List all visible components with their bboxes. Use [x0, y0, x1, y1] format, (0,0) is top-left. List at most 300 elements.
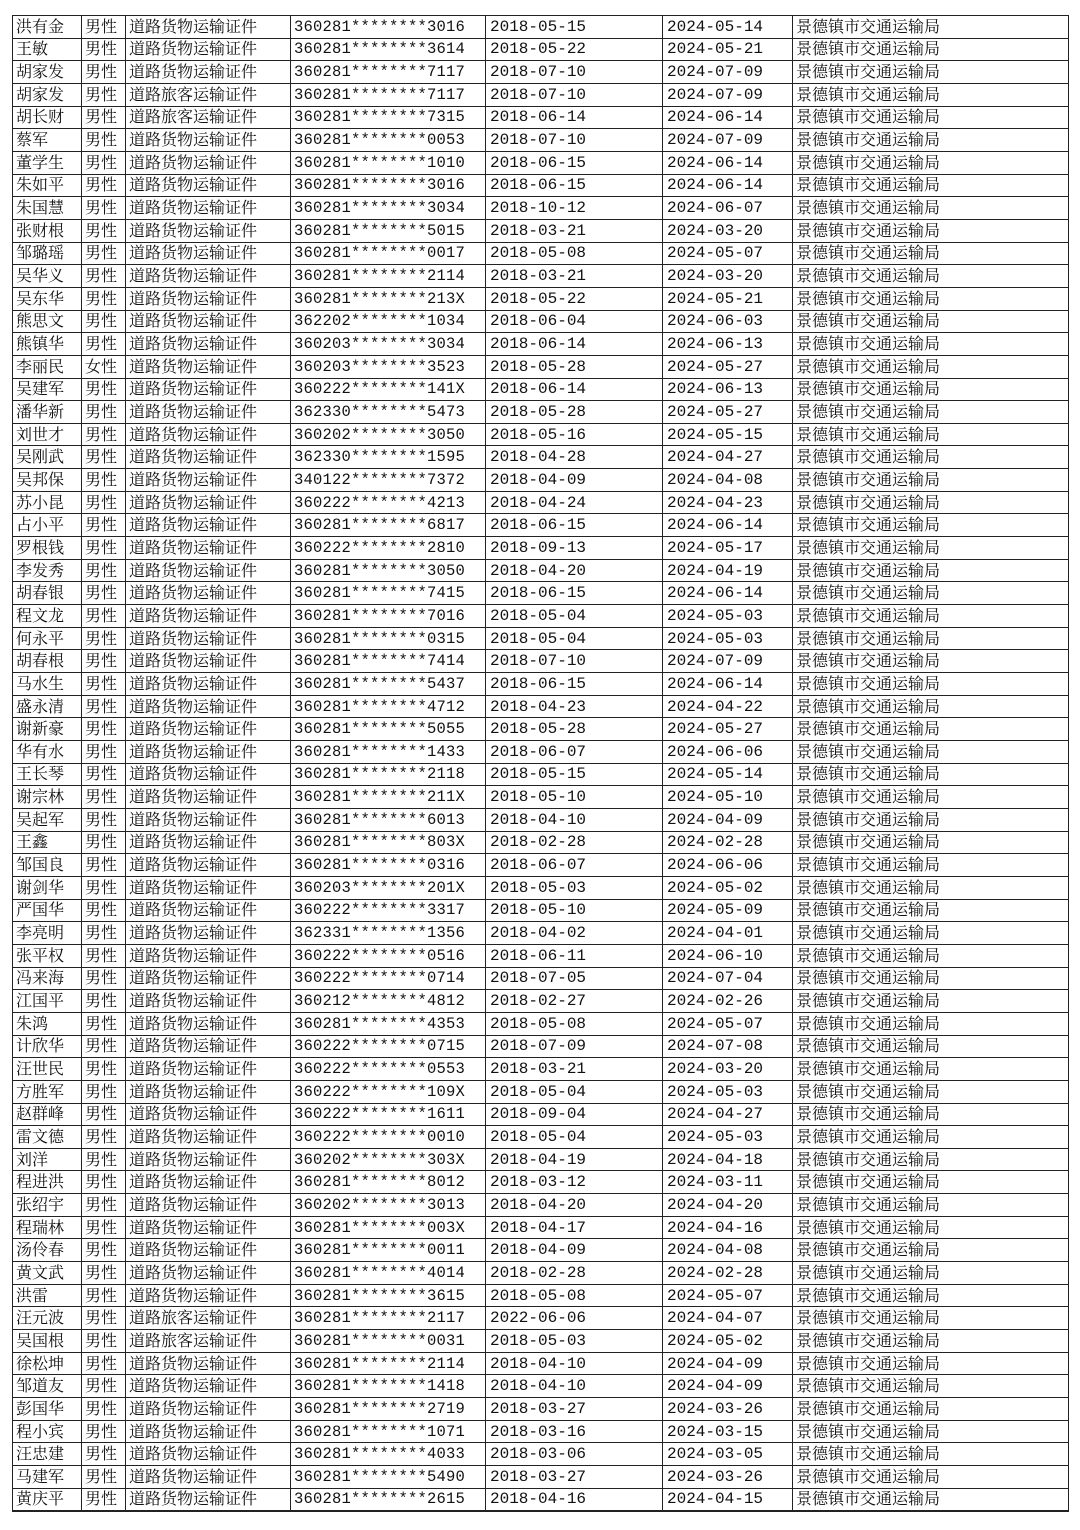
issue-date-cell: 2018-05-03 [486, 1330, 663, 1353]
issue-date-cell: 2018-06-11 [486, 944, 663, 967]
table-row [13, 310, 1069, 333]
issue-date-cell: 2018-05-15 [486, 763, 663, 786]
issue-date-cell: 2018-03-16 [486, 1420, 663, 1443]
gender-cell: 男性 [82, 967, 126, 990]
id-number-cell: 360281********4353 [291, 1012, 486, 1035]
certificate-type-cell: 道路旅客运输证件 [126, 1307, 291, 1330]
issue-date-cell: 2018-05-22 [486, 287, 663, 310]
issue-date-cell: 2018-05-04 [486, 605, 663, 628]
expiry-date-cell: 2024-05-07 [663, 1284, 793, 1307]
certificate-type-cell: 道路货物运输证件 [126, 741, 291, 764]
name-cell: 程进洪 [13, 1171, 82, 1194]
certificate-type-cell: 道路货物运输证件 [126, 990, 291, 1013]
certificate-type-cell: 道路货物运输证件 [126, 1239, 291, 1262]
id-number-cell: 360281********0011 [291, 1239, 486, 1262]
expiry-date-cell: 2024-07-09 [663, 650, 793, 673]
id-number-cell: 360281********7415 [291, 582, 486, 605]
name-cell: 朱鸿 [13, 1012, 82, 1035]
gender-cell: 男性 [82, 1284, 126, 1307]
expiry-date-cell: 2024-03-26 [663, 1466, 793, 1489]
issuing-authority-cell: 景德镇市交通运输局 [793, 899, 1069, 922]
issuing-authority-cell: 景德镇市交通运输局 [793, 1080, 1069, 1103]
issuing-authority-cell: 景德镇市交通运输局 [793, 695, 1069, 718]
issue-date-cell: 2018-06-15 [486, 151, 663, 174]
id-number-cell: 360203********201X [291, 876, 486, 899]
certificate-type-cell: 道路货物运输证件 [126, 265, 291, 288]
name-cell: 邹道友 [13, 1375, 82, 1398]
id-number-cell: 360222********3317 [291, 899, 486, 922]
issue-date-cell: 2022-06-06 [486, 1307, 663, 1330]
gender-cell: 男性 [82, 1398, 126, 1421]
expiry-date-cell: 2024-05-09 [663, 899, 793, 922]
gender-cell: 男性 [82, 1171, 126, 1194]
id-number-cell: 360222********4213 [291, 491, 486, 514]
certificate-type-cell: 道路货物运输证件 [126, 876, 291, 899]
id-number-cell: 360281********3614 [291, 38, 486, 61]
expiry-date-cell: 2024-05-14 [663, 763, 793, 786]
table-row [13, 944, 1069, 967]
id-number-cell: 360281********0053 [291, 129, 486, 152]
expiry-date-cell: 2024-06-06 [663, 741, 793, 764]
issue-date-cell: 2018-03-21 [486, 265, 663, 288]
id-number-cell: 360222********2810 [291, 537, 486, 560]
issue-date-cell: 2018-09-13 [486, 537, 663, 560]
certificate-table [12, 15, 1069, 1512]
gender-cell: 男性 [82, 1420, 126, 1443]
gender-cell: 男性 [82, 537, 126, 560]
issuing-authority-cell: 景德镇市交通运输局 [793, 1352, 1069, 1375]
certificate-type-cell: 道路货物运输证件 [126, 1398, 291, 1421]
id-number-cell: 360281********5437 [291, 673, 486, 696]
issue-date-cell: 2018-04-10 [486, 1375, 663, 1398]
table-row [13, 673, 1069, 696]
issuing-authority-cell: 景德镇市交通运输局 [793, 151, 1069, 174]
issue-date-cell: 2018-05-08 [486, 1012, 663, 1035]
id-number-cell: 360281********4712 [291, 695, 486, 718]
certificate-type-cell: 道路货物运输证件 [126, 1035, 291, 1058]
expiry-date-cell: 2024-06-13 [663, 333, 793, 356]
certificate-type-cell: 道路货物运输证件 [126, 944, 291, 967]
name-cell: 汪元波 [13, 1307, 82, 1330]
expiry-date-cell: 2024-04-20 [663, 1194, 793, 1217]
issuing-authority-cell: 景德镇市交通运输局 [793, 605, 1069, 628]
name-cell: 汪世民 [13, 1058, 82, 1081]
id-number-cell: 360222********0553 [291, 1058, 486, 1081]
expiry-date-cell: 2024-07-09 [663, 61, 793, 84]
id-number-cell: 360281********3016 [291, 174, 486, 197]
table-row [13, 627, 1069, 650]
id-number-cell: 362331********1356 [291, 922, 486, 945]
issuing-authority-cell: 景德镇市交通运输局 [793, 537, 1069, 560]
issuing-authority-cell: 景德镇市交通运输局 [793, 1103, 1069, 1126]
certificate-type-cell: 道路货物运输证件 [126, 537, 291, 560]
issuing-authority-cell: 景德镇市交通运输局 [793, 355, 1069, 378]
issue-date-cell: 2018-05-15 [486, 16, 663, 39]
issuing-authority-cell: 景德镇市交通运输局 [793, 741, 1069, 764]
expiry-date-cell: 2024-04-09 [663, 1352, 793, 1375]
issuing-authority-cell: 景德镇市交通运输局 [793, 491, 1069, 514]
issue-date-cell: 2018-04-20 [486, 559, 663, 582]
gender-cell: 男性 [82, 151, 126, 174]
id-number-cell: 360281********3034 [291, 197, 486, 220]
name-cell: 熊思文 [13, 310, 82, 333]
gender-cell: 男性 [82, 944, 126, 967]
gender-cell: 男性 [82, 1035, 126, 1058]
name-cell: 邹国良 [13, 854, 82, 877]
issue-date-cell: 2018-05-28 [486, 718, 663, 741]
name-cell: 朱如平 [13, 174, 82, 197]
issuing-authority-cell: 景德镇市交通运输局 [793, 38, 1069, 61]
gender-cell: 男性 [82, 38, 126, 61]
issue-date-cell: 2018-03-21 [486, 219, 663, 242]
expiry-date-cell: 2024-05-10 [663, 786, 793, 809]
gender-cell: 男性 [82, 1239, 126, 1262]
certificate-type-cell: 道路货物运输证件 [126, 582, 291, 605]
id-number-cell: 360281********803X [291, 831, 486, 854]
issue-date-cell: 2018-04-10 [486, 808, 663, 831]
id-number-cell: 360281********3615 [291, 1284, 486, 1307]
expiry-date-cell: 2024-04-27 [663, 1103, 793, 1126]
issue-date-cell: 2018-05-04 [486, 627, 663, 650]
certificate-type-cell: 道路货物运输证件 [126, 1284, 291, 1307]
expiry-date-cell: 2024-04-01 [663, 922, 793, 945]
name-cell: 彭国华 [13, 1398, 82, 1421]
table-row [13, 1126, 1069, 1149]
gender-cell: 男性 [82, 741, 126, 764]
certificate-type-cell: 道路货物运输证件 [126, 151, 291, 174]
table-row [13, 763, 1069, 786]
table-row [13, 922, 1069, 945]
gender-cell: 男性 [82, 808, 126, 831]
expiry-date-cell: 2024-06-14 [663, 174, 793, 197]
table-row [13, 401, 1069, 424]
issuing-authority-cell: 景德镇市交通运输局 [793, 1035, 1069, 1058]
gender-cell: 男性 [82, 718, 126, 741]
issuing-authority-cell: 景德镇市交通运输局 [793, 378, 1069, 401]
certificate-type-cell: 道路货物运输证件 [126, 786, 291, 809]
expiry-date-cell: 2024-06-14 [663, 151, 793, 174]
table-row [13, 1488, 1069, 1511]
table-row [13, 1080, 1069, 1103]
table-row [13, 355, 1069, 378]
table-row [13, 1307, 1069, 1330]
certificate-type-cell: 道路货物运输证件 [126, 174, 291, 197]
table-row [13, 967, 1069, 990]
issuing-authority-cell: 景德镇市交通运输局 [793, 174, 1069, 197]
issuing-authority-cell: 景德镇市交通运输局 [793, 876, 1069, 899]
id-number-cell: 360281********2117 [291, 1307, 486, 1330]
id-number-cell: 360281********1418 [291, 1375, 486, 1398]
expiry-date-cell: 2024-05-02 [663, 1330, 793, 1353]
id-number-cell: 360281********0316 [291, 854, 486, 877]
name-cell: 江国平 [13, 990, 82, 1013]
gender-cell: 男性 [82, 61, 126, 84]
issue-date-cell: 2018-06-14 [486, 378, 663, 401]
expiry-date-cell: 2024-03-26 [663, 1398, 793, 1421]
issue-date-cell: 2018-03-27 [486, 1466, 663, 1489]
id-number-cell: 360281********6013 [291, 808, 486, 831]
id-number-cell: 362202********1034 [291, 310, 486, 333]
name-cell: 张绍宇 [13, 1194, 82, 1217]
name-cell: 董学生 [13, 151, 82, 174]
table-row [13, 38, 1069, 61]
expiry-date-cell: 2024-04-22 [663, 695, 793, 718]
name-cell: 苏小昆 [13, 491, 82, 514]
gender-cell: 男性 [82, 1058, 126, 1081]
expiry-date-cell: 2024-04-19 [663, 559, 793, 582]
issue-date-cell: 2018-05-10 [486, 899, 663, 922]
name-cell: 方胜军 [13, 1080, 82, 1103]
id-number-cell: 360281********1433 [291, 741, 486, 764]
certificate-type-cell: 道路货物运输证件 [126, 378, 291, 401]
gender-cell: 男性 [82, 990, 126, 1013]
issuing-authority-cell: 景德镇市交通运输局 [793, 197, 1069, 220]
issue-date-cell: 2018-04-16 [486, 1488, 663, 1511]
issuing-authority-cell: 景德镇市交通运输局 [793, 129, 1069, 152]
name-cell: 刘洋 [13, 1148, 82, 1171]
issuing-authority-cell: 景德镇市交通运输局 [793, 1398, 1069, 1421]
gender-cell: 男性 [82, 673, 126, 696]
gender-cell: 男性 [82, 1262, 126, 1285]
expiry-date-cell: 2024-04-27 [663, 446, 793, 469]
gender-cell: 男性 [82, 423, 126, 446]
id-number-cell: 360203********3523 [291, 355, 486, 378]
expiry-date-cell: 2024-05-27 [663, 718, 793, 741]
gender-cell: 男性 [82, 1194, 126, 1217]
gender-cell: 男性 [82, 899, 126, 922]
issue-date-cell: 2018-06-14 [486, 333, 663, 356]
table-row [13, 1330, 1069, 1353]
table-row [13, 129, 1069, 152]
name-cell: 汤伶春 [13, 1239, 82, 1262]
id-number-cell: 360281********7315 [291, 106, 486, 129]
name-cell: 程瑞林 [13, 1216, 82, 1239]
name-cell: 何永平 [13, 627, 82, 650]
expiry-date-cell: 2024-03-15 [663, 1420, 793, 1443]
expiry-date-cell: 2024-03-05 [663, 1443, 793, 1466]
certificate-type-cell: 道路货物运输证件 [126, 514, 291, 537]
table-row [13, 1103, 1069, 1126]
issuing-authority-cell: 景德镇市交通运输局 [793, 967, 1069, 990]
name-cell: 谢剑华 [13, 876, 82, 899]
certificate-type-cell: 道路货物运输证件 [126, 287, 291, 310]
id-number-cell: 360281********5055 [291, 718, 486, 741]
certificate-type-cell: 道路货物运输证件 [126, 1488, 291, 1511]
id-number-cell: 360281********3016 [291, 16, 486, 39]
table-row [13, 333, 1069, 356]
gender-cell: 男性 [82, 763, 126, 786]
gender-cell: 男性 [82, 287, 126, 310]
table-row [13, 990, 1069, 1013]
gender-cell: 男性 [82, 197, 126, 220]
table-row [13, 808, 1069, 831]
issuing-authority-cell: 景德镇市交通运输局 [793, 559, 1069, 582]
gender-cell: 男性 [82, 1352, 126, 1375]
issuing-authority-cell: 景德镇市交通运输局 [793, 219, 1069, 242]
issuing-authority-cell: 景德镇市交通运输局 [793, 1012, 1069, 1035]
issue-date-cell: 2018-05-04 [486, 1126, 663, 1149]
issue-date-cell: 2018-04-09 [486, 469, 663, 492]
issue-date-cell: 2018-06-14 [486, 106, 663, 129]
name-cell: 占小平 [13, 514, 82, 537]
id-number-cell: 360281********1071 [291, 1420, 486, 1443]
expiry-date-cell: 2024-06-14 [663, 673, 793, 696]
issue-date-cell: 2018-03-06 [486, 1443, 663, 1466]
id-number-cell: 360281********213X [291, 287, 486, 310]
issuing-authority-cell: 景德镇市交通运输局 [793, 1171, 1069, 1194]
issue-date-cell: 2018-04-20 [486, 1194, 663, 1217]
id-number-cell: 360281********5490 [291, 1466, 486, 1489]
issuing-authority-cell: 景德镇市交通运输局 [793, 83, 1069, 106]
issue-date-cell: 2018-02-28 [486, 831, 663, 854]
expiry-date-cell: 2024-06-14 [663, 514, 793, 537]
expiry-date-cell: 2024-05-03 [663, 605, 793, 628]
name-cell: 徐松坤 [13, 1352, 82, 1375]
issue-date-cell: 2018-03-27 [486, 1398, 663, 1421]
issue-date-cell: 2018-04-28 [486, 446, 663, 469]
issuing-authority-cell: 景德镇市交通运输局 [793, 1194, 1069, 1217]
expiry-date-cell: 2024-07-04 [663, 967, 793, 990]
gender-cell: 男性 [82, 514, 126, 537]
issue-date-cell: 2018-07-10 [486, 650, 663, 673]
name-cell: 吴起军 [13, 808, 82, 831]
gender-cell: 男性 [82, 695, 126, 718]
certificate-type-cell: 道路货物运输证件 [126, 16, 291, 39]
certificate-type-cell: 道路货物运输证件 [126, 355, 291, 378]
table-row [13, 1171, 1069, 1194]
issuing-authority-cell: 景德镇市交通运输局 [793, 1488, 1069, 1511]
expiry-date-cell: 2024-05-21 [663, 287, 793, 310]
name-cell: 李发秀 [13, 559, 82, 582]
expiry-date-cell: 2024-06-03 [663, 310, 793, 333]
table-row [13, 695, 1069, 718]
name-cell: 黄文武 [13, 1262, 82, 1285]
certificate-type-cell: 道路货物运输证件 [126, 333, 291, 356]
gender-cell: 男性 [82, 129, 126, 152]
certificate-type-cell: 道路货物运输证件 [126, 1466, 291, 1489]
certificate-type-cell: 道路货物运输证件 [126, 922, 291, 945]
issue-date-cell: 2018-02-28 [486, 1262, 663, 1285]
certificate-type-cell: 道路货物运输证件 [126, 831, 291, 854]
name-cell: 胡春银 [13, 582, 82, 605]
table-row [13, 741, 1069, 764]
gender-cell: 男性 [82, 1466, 126, 1489]
issuing-authority-cell: 景德镇市交通运输局 [793, 1443, 1069, 1466]
certificate-type-cell: 道路货物运输证件 [126, 1103, 291, 1126]
issuing-authority-cell: 景德镇市交通运输局 [793, 1466, 1069, 1489]
id-number-cell: 360202********3050 [291, 423, 486, 446]
table-row [13, 197, 1069, 220]
issuing-authority-cell: 景德镇市交通运输局 [793, 1284, 1069, 1307]
issue-date-cell: 2018-07-10 [486, 129, 663, 152]
id-number-cell: 360222********1611 [291, 1103, 486, 1126]
gender-cell: 男性 [82, 831, 126, 854]
table-row [13, 831, 1069, 854]
id-number-cell: 360222********109X [291, 1080, 486, 1103]
gender-cell: 男性 [82, 265, 126, 288]
issuing-authority-cell: 景德镇市交通运输局 [793, 627, 1069, 650]
expiry-date-cell: 2024-05-07 [663, 242, 793, 265]
issuing-authority-cell: 景德镇市交通运输局 [793, 1058, 1069, 1081]
certificate-type-cell: 道路货物运输证件 [126, 1148, 291, 1171]
expiry-date-cell: 2024-06-06 [663, 854, 793, 877]
table-row [13, 786, 1069, 809]
expiry-date-cell: 2024-05-14 [663, 16, 793, 39]
id-number-cell: 360281********2719 [291, 1398, 486, 1421]
id-number-cell: 360281********0017 [291, 242, 486, 265]
expiry-date-cell: 2024-06-14 [663, 106, 793, 129]
gender-cell: 男性 [82, 378, 126, 401]
certificate-type-cell: 道路货物运输证件 [126, 1171, 291, 1194]
expiry-date-cell: 2024-02-28 [663, 831, 793, 854]
name-cell: 计欣华 [13, 1035, 82, 1058]
certificate-table-body [13, 16, 1069, 1512]
gender-cell: 男性 [82, 1216, 126, 1239]
certificate-type-cell: 道路货物运输证件 [126, 899, 291, 922]
issuing-authority-cell: 景德镇市交通运输局 [793, 514, 1069, 537]
issuing-authority-cell: 景德镇市交通运输局 [793, 1307, 1069, 1330]
expiry-date-cell: 2024-06-07 [663, 197, 793, 220]
expiry-date-cell: 2024-05-17 [663, 537, 793, 560]
certificate-type-cell: 道路货物运输证件 [126, 559, 291, 582]
issuing-authority-cell: 景德镇市交通运输局 [793, 786, 1069, 809]
issue-date-cell: 2018-07-05 [486, 967, 663, 990]
table-row [13, 1194, 1069, 1217]
table-row [13, 514, 1069, 537]
gender-cell: 男性 [82, 650, 126, 673]
issuing-authority-cell: 景德镇市交通运输局 [793, 401, 1069, 424]
table-row [13, 650, 1069, 673]
id-number-cell: 360222********0010 [291, 1126, 486, 1149]
expiry-date-cell: 2024-06-10 [663, 944, 793, 967]
issue-date-cell: 2018-04-23 [486, 695, 663, 718]
name-cell: 蔡军 [13, 129, 82, 152]
issue-date-cell: 2018-06-15 [486, 673, 663, 696]
expiry-date-cell: 2024-05-03 [663, 1126, 793, 1149]
expiry-date-cell: 2024-04-08 [663, 469, 793, 492]
certificate-type-cell: 道路货物运输证件 [126, 673, 291, 696]
issuing-authority-cell: 景德镇市交通运输局 [793, 808, 1069, 831]
certificate-type-cell: 道路货物运输证件 [126, 491, 291, 514]
issue-date-cell: 2018-06-04 [486, 310, 663, 333]
id-number-cell: 362330********5473 [291, 401, 486, 424]
certificate-type-cell: 道路货物运输证件 [126, 1352, 291, 1375]
name-cell: 洪雷 [13, 1284, 82, 1307]
name-cell: 张平权 [13, 944, 82, 967]
table-row [13, 265, 1069, 288]
table-row [13, 1375, 1069, 1398]
table-row [13, 378, 1069, 401]
name-cell: 李亮明 [13, 922, 82, 945]
table-row [13, 1443, 1069, 1466]
expiry-date-cell: 2024-03-20 [663, 219, 793, 242]
name-cell: 吴东华 [13, 287, 82, 310]
table-row [13, 106, 1069, 129]
table-row [13, 1035, 1069, 1058]
issue-date-cell: 2018-04-19 [486, 1148, 663, 1171]
gender-cell: 男性 [82, 446, 126, 469]
id-number-cell: 360281********1010 [291, 151, 486, 174]
name-cell: 洪有金 [13, 16, 82, 39]
table-row [13, 876, 1069, 899]
certificate-type-cell: 道路货物运输证件 [126, 310, 291, 333]
gender-cell: 男性 [82, 922, 126, 945]
issuing-authority-cell: 景德镇市交通运输局 [793, 831, 1069, 854]
table-row [13, 1148, 1069, 1171]
id-number-cell: 360281********6817 [291, 514, 486, 537]
certificate-type-cell: 道路货物运输证件 [126, 401, 291, 424]
gender-cell: 男性 [82, 1126, 126, 1149]
